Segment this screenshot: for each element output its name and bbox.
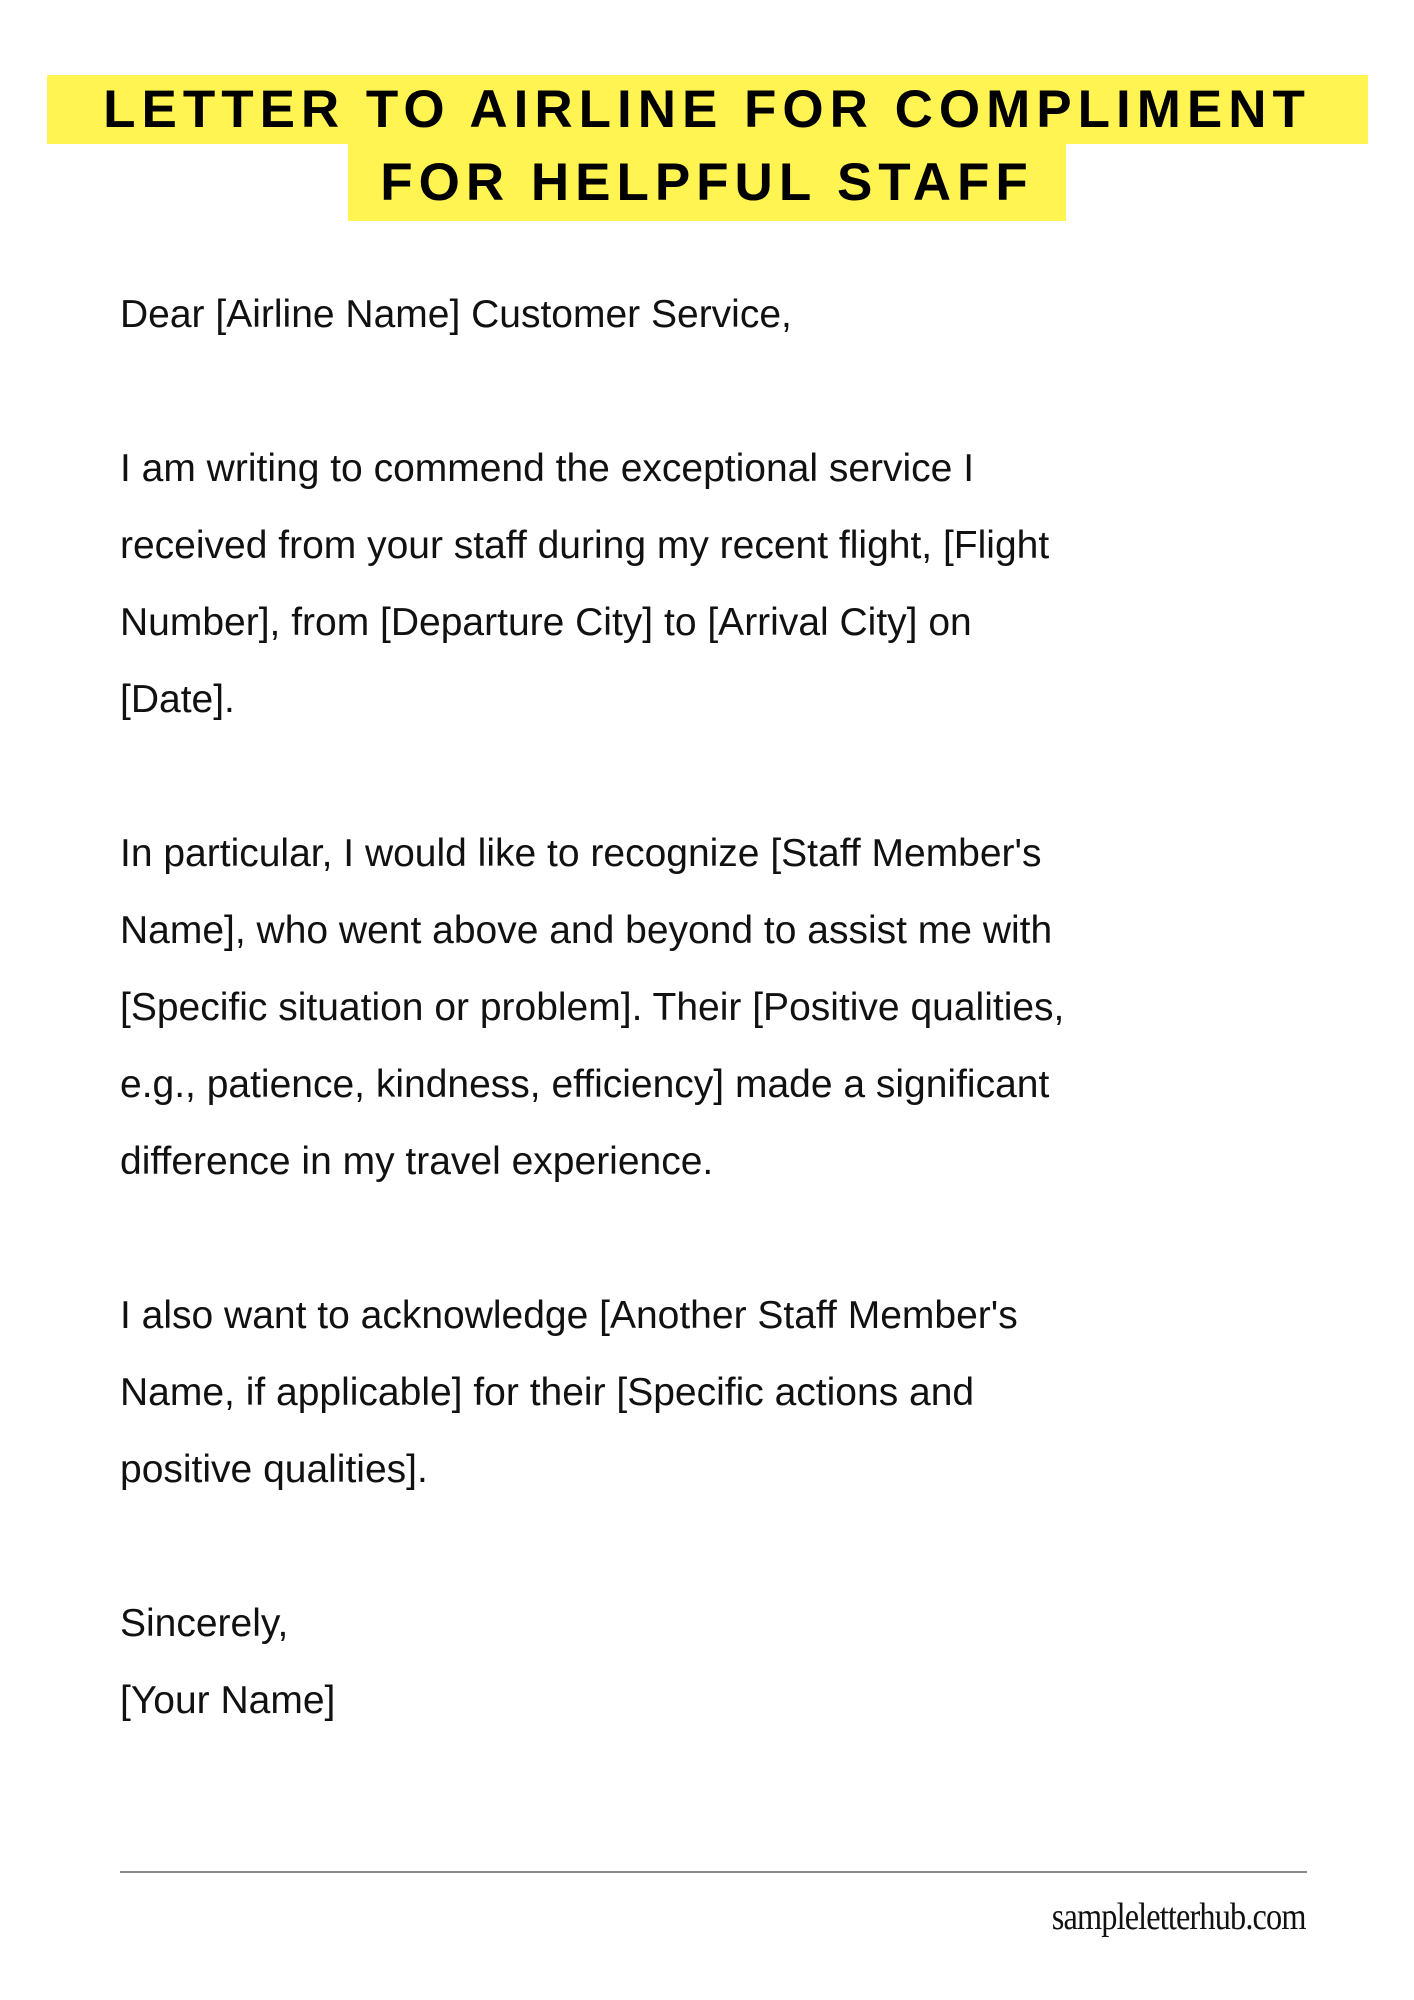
paragraph-line: Name, if applicable] for their [Specific actions and <box>120 1371 975 1414</box>
title-line-2: FOR HELPFUL STAFF <box>348 144 1066 221</box>
paragraph-line: [Specific situation or problem]. Their [Positive qualities, <box>120 986 1065 1029</box>
paragraph-line: Number], from [Departure City] to [Arrival City] on <box>120 601 972 644</box>
letter-body <box>120 276 1320 1739</box>
paragraph-3 <box>120 1277 1320 1508</box>
footer-site: sampleletterhub.com <box>1052 1896 1306 1938</box>
closing: Sincerely, <box>120 1602 289 1645</box>
paragraph-line: e.g., patience, kindness, efficiency] made a significant <box>120 1063 1050 1106</box>
paragraph-line: I also want to acknowledge [Another Staff Member's <box>120 1294 1018 1337</box>
title-line-1: LETTER TO AIRLINE FOR COMPLIMENT <box>47 75 1368 144</box>
letter-title <box>0 75 1414 221</box>
signature: [Your Name] <box>120 1679 336 1722</box>
paragraph-1 <box>120 430 1320 738</box>
paragraph-line: positive qualities]. <box>120 1448 428 1491</box>
footer-divider <box>120 1871 1307 1873</box>
paragraph-line: In particular, I would like to recognize [Staff Member's <box>120 832 1042 875</box>
paragraph-2 <box>120 815 1320 1200</box>
paragraph-line: difference in my travel experience. <box>120 1140 714 1183</box>
paragraph-line: [Date]. <box>120 678 235 721</box>
paragraph-line: Name], who went above and beyond to assist me with <box>120 909 1053 952</box>
paragraph-line: I am writing to commend the exceptional service I <box>120 447 975 490</box>
salutation: Dear [Airline Name] Customer Service, <box>120 293 792 336</box>
paragraph-line: received from your staff during my recent flight, [Flight <box>120 524 1050 567</box>
